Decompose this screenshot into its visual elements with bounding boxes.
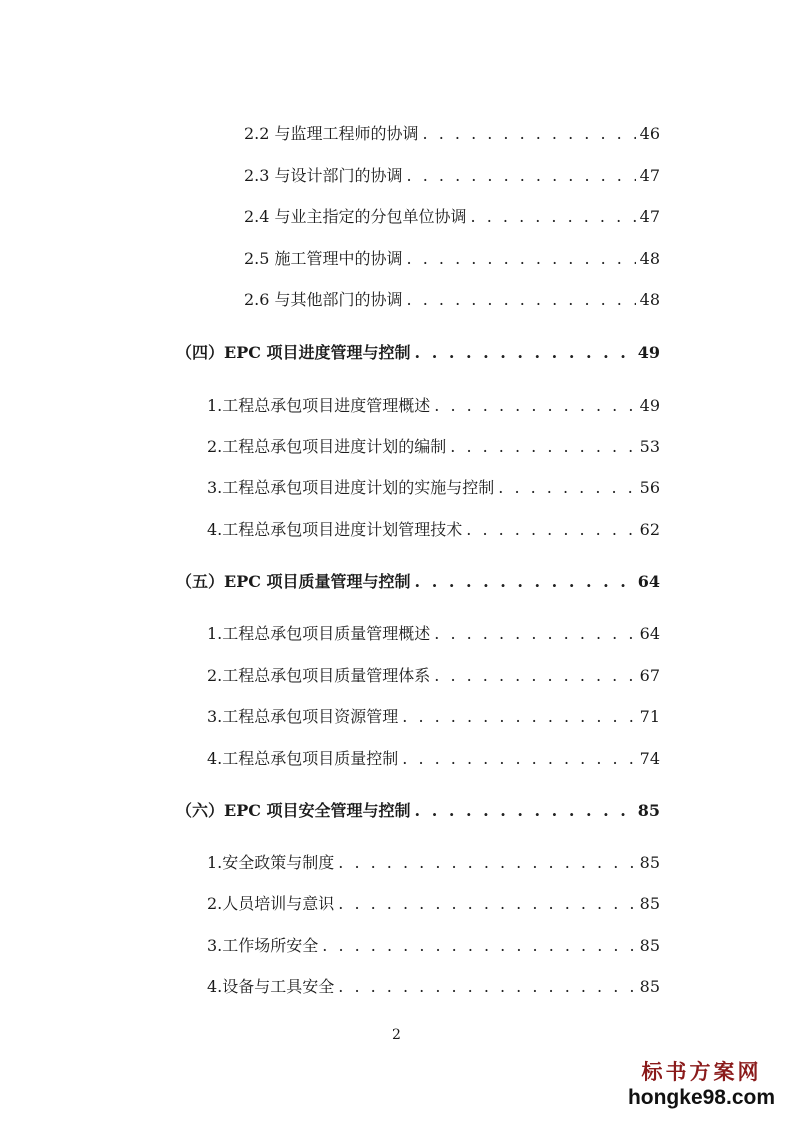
leader-dots (402, 707, 635, 727)
leader-dots (498, 478, 635, 498)
toc-entry-label: 3.工程总承包项目资源管理 (207, 707, 399, 726)
leader-dots (402, 749, 635, 769)
toc-entry[interactable] (244, 166, 660, 186)
leader-dots (434, 666, 635, 686)
leader-dots (407, 249, 636, 269)
toc-entry[interactable] (207, 749, 660, 769)
toc-entry-page: 49 (639, 396, 660, 415)
watermark-url: hongke98.com (627, 1086, 775, 1109)
leader-dots (338, 853, 635, 873)
toc-entry-label: 4.工程总承包项目质量控制 (207, 749, 399, 768)
toc-entry-page: 71 (639, 707, 660, 726)
watermark (628, 1056, 775, 1110)
toc-entry-page: 85 (639, 894, 660, 913)
toc-entry[interactable] (207, 853, 660, 873)
leader-dots (415, 572, 634, 592)
leader-dots (338, 977, 635, 997)
toc-entry-page: 62 (639, 520, 660, 539)
toc-entry-page: 48 (639, 290, 660, 309)
toc-entry[interactable] (207, 666, 660, 686)
toc-entry-page: 53 (639, 437, 660, 456)
page-number: 2 (392, 1027, 401, 1043)
toc-entry[interactable] (207, 396, 660, 416)
toc-entry-label: 1.工程总承包项目质量管理概述 (207, 624, 431, 643)
leader-dots (450, 437, 635, 457)
toc-entry-page: 48 (639, 249, 660, 268)
toc-entry-label: 2.人员培训与意识 (207, 894, 335, 913)
toc-entry[interactable] (207, 977, 660, 997)
toc-section-heading[interactable] (176, 572, 660, 592)
toc-entry[interactable] (244, 290, 660, 310)
toc-entry-label: 2.5 施工管理中的协调 (244, 249, 403, 268)
toc-entry[interactable] (207, 478, 660, 498)
toc-entry-label: 3.工作场所安全 (207, 936, 319, 955)
toc-entry-label: （五）EPC 项目质量管理与控制 (176, 572, 411, 591)
leader-dots (434, 624, 635, 644)
toc-entry[interactable] (207, 520, 660, 540)
toc-entry[interactable] (207, 894, 660, 914)
toc-entry-label: 4.设备与工具安全 (207, 977, 335, 996)
leader-dots (338, 894, 635, 914)
toc-entry[interactable] (207, 624, 660, 644)
toc-entry-label: 1.安全政策与制度 (207, 853, 335, 872)
leader-dots (322, 936, 635, 956)
toc-entry-label: 2.工程总承包项目质量管理体系 (207, 666, 431, 685)
watermark-brand: 标书方案网 (641, 1061, 762, 1084)
toc-entry-page: 64 (639, 624, 660, 643)
toc-entry-page: 74 (639, 749, 660, 768)
toc-entry[interactable] (244, 249, 660, 269)
toc-entry-label: 2.4 与业主指定的分包单位协调 (244, 207, 467, 226)
leader-dots (407, 290, 636, 310)
toc-entry-page: 64 (637, 572, 660, 591)
leader-dots (466, 520, 635, 540)
toc-section-heading[interactable] (176, 801, 660, 821)
toc-entry-label: （四）EPC 项目进度管理与控制 (176, 343, 411, 362)
toc-entry-label: 2.工程总承包项目进度计划的编制 (207, 437, 447, 456)
leader-dots (471, 207, 636, 227)
leader-dots (407, 166, 636, 186)
toc-entry-label: 3.工程总承包项目进度计划的实施与控制 (207, 478, 495, 497)
toc-entry-page: 85 (639, 853, 660, 872)
toc-entry-page: 85 (639, 936, 660, 955)
toc-entry-label: 2.3 与设计部门的协调 (244, 166, 403, 185)
toc-entry[interactable] (207, 437, 660, 457)
toc-entry-label: （六）EPC 项目安全管理与控制 (176, 801, 411, 820)
toc-entry[interactable] (207, 707, 660, 727)
leader-dots (415, 343, 634, 363)
toc-section-heading[interactable] (176, 343, 660, 363)
leader-dots (423, 124, 636, 144)
toc-entry-label: 4.工程总承包项目进度计划管理技术 (207, 520, 463, 539)
toc-entry[interactable] (207, 936, 660, 956)
toc-entry-page: 46 (639, 124, 660, 143)
toc-entry-page: 47 (639, 166, 660, 185)
toc-entry-page: 49 (637, 343, 660, 362)
leader-dots (434, 396, 635, 416)
leader-dots (415, 801, 634, 821)
toc-entry-label: 2.2 与监理工程师的协调 (244, 124, 419, 143)
toc-entry[interactable] (244, 207, 660, 227)
toc-entry-page: 56 (639, 478, 660, 497)
toc-entry-page: 85 (639, 977, 660, 996)
toc-entry-label: 1.工程总承包项目进度管理概述 (207, 396, 431, 415)
toc-entry-label: 2.6 与其他部门的协调 (244, 290, 403, 309)
toc-entry-page: 85 (637, 801, 660, 820)
toc-entry-page: 47 (639, 207, 660, 226)
toc-entry[interactable] (244, 124, 660, 144)
toc-entry-page: 67 (639, 666, 660, 685)
